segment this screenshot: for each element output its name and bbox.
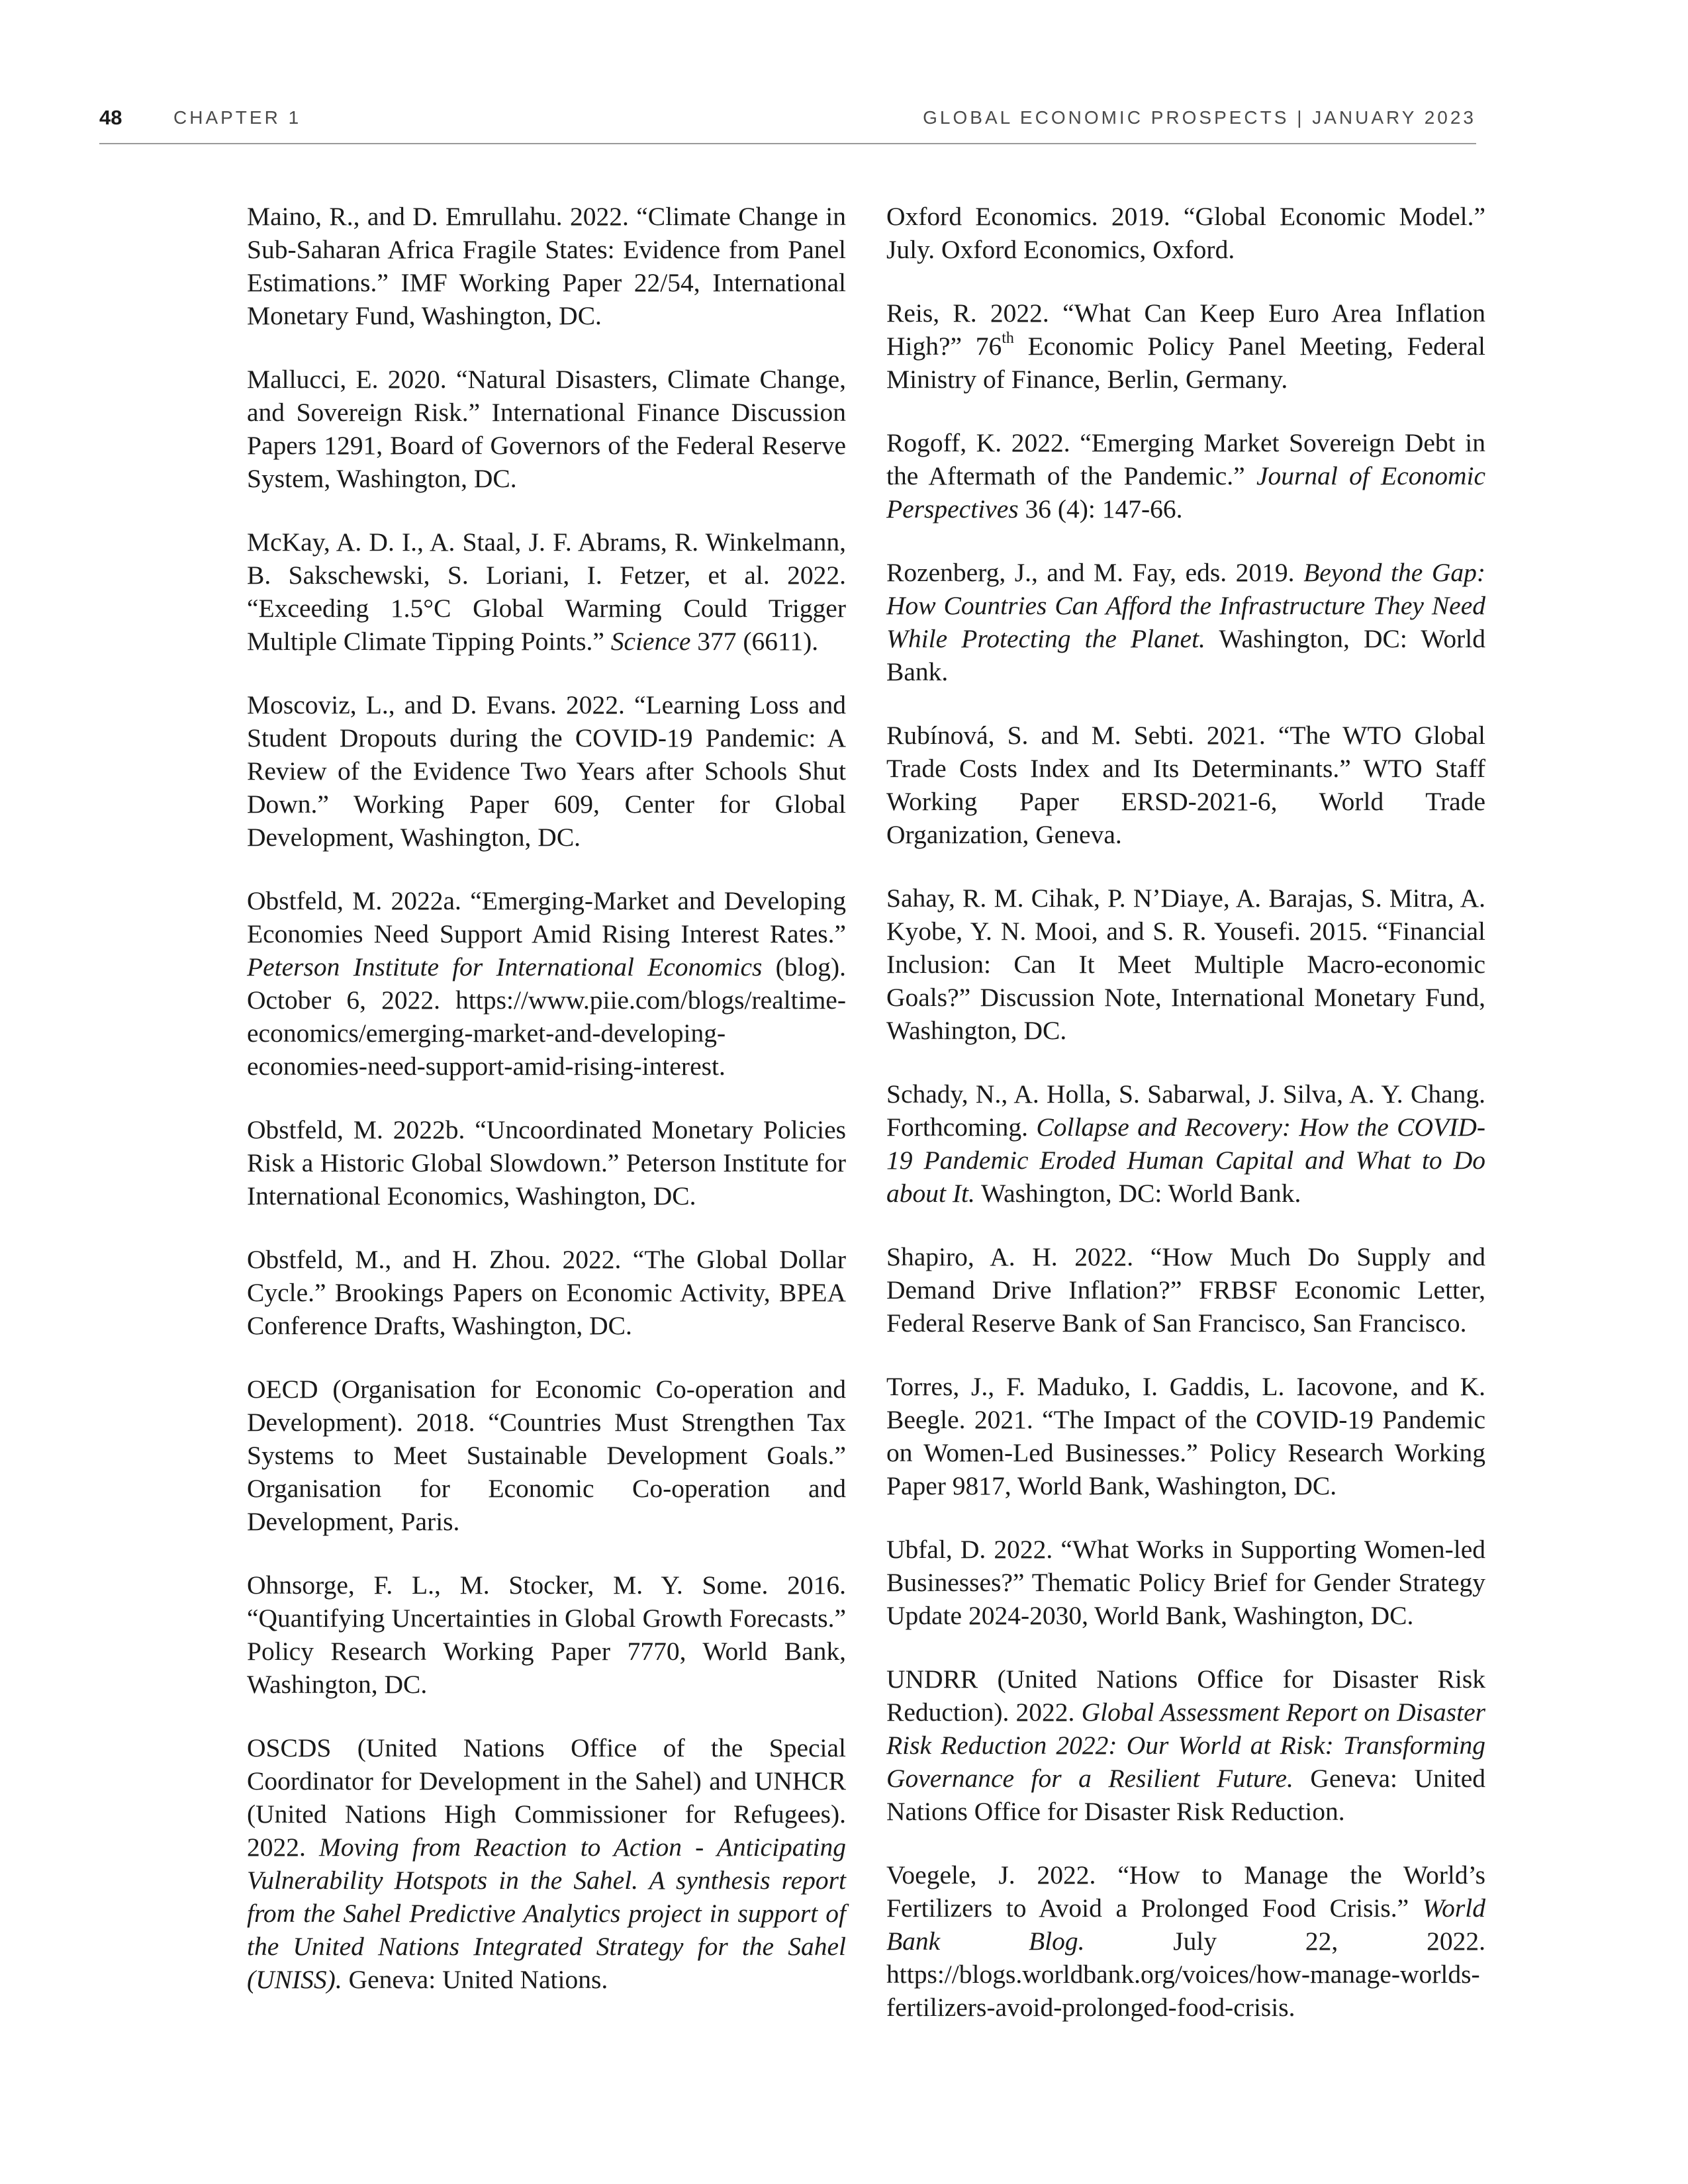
reference-text: Rozenberg, J., and M. Fay, eds. 2019. [886,558,1304,587]
reference-entry [247,1243,846,1342]
reference-text: 36 (4): 147-66. [1018,494,1183,523]
references-right-column [886,200,1485,2054]
reference-text: Economic Policy Panel Meeting, Federal Ministry of Finance, Berlin, Germany. [886,332,1485,394]
reference-text: Maino, R., and D. Emrullahu. 2022. “Climate Change in Sub-Saharan Africa Fragile States: Evidence from Panel Estimations.” IMF Working Paper 22/54, International Monetary Fund, Washington, DC. [247,202,846,330]
reference-text: OECD (Organisation for Economic Co-operation and Development). 2018. “Countries Must Strengthen Tax Systems to Meet Sustainable Development Goals.” Organisation for Economic Co-operation and Development, Paris. [247,1375,846,1536]
reference-text: (blog). October 6, 2022. https://www.piie.com/blogs/realtime-economics/emerging-market-and-developing-economies-need-support-amid-rising-interest. [247,952,846,1081]
reference-entry [247,1113,846,1212]
reference-text: July 22, 2022. https://blogs.worldbank.org/voices/how-manage-worlds-fertilizers-avoid-prolonged-food-crisis. [886,1927,1485,2022]
reference-entry [886,296,1485,396]
reference-entry [886,1240,1485,1340]
reference-text: Geneva: United Nations Office for Disaster Risk Reduction. [886,1764,1486,1826]
reference-text: 377 (6611). [690,627,819,656]
reference-text: Ubfal, D. 2022. “What Works in Supporting Women-led Businesses?” Thematic Policy Brief for Gender Strategy Update 2024-2030, World Bank, Washington, DC. [886,1535,1485,1630]
chapter-label: CHAPTER 1 [173,107,302,128]
reference-entry [247,1373,846,1538]
reference-entry [886,1662,1485,1828]
reference-text: UNDRR (United Nations Office for Disaster Risk Reduction). 2022. [886,1664,1485,1727]
reference-text: Ohnsorge, F. L., M. Stocker, M. Y. Some. 2016. “Quantifying Uncertainties in Global Growth Forecasts.” Policy Research Working Paper 7770, World Bank, Washington, DC. [247,1570,846,1699]
reference-text: Obstfeld, M., and H. Zhou. 2022. “The Global Dollar Cycle.” Brookings Papers on Economic Activity, BPEA Conference Drafts, Washington, DC. [247,1245,846,1340]
reference-text: Schady, N., A. Holla, S. Sabarwal, J. Silva, A. Y. Chang. Forthcoming. [886,1079,1485,1142]
reference-text: Moscoviz, L., and D. Evans. 2022. “Learning Loss and Student Dropouts during the COVID-19 Pandemic: A Review of the Evidence Two Years after Schools Shut Down.” Working Paper 609, Center for Global Development, Washington, DC. [247,690,846,852]
reference-entry [247,884,846,1083]
reference-entry [886,1858,1485,2024]
reference-title-italic: Moving from Reaction to Action - Anticipating Vulnerability Hotspots in the Sahel. A synthesis report from the Sahel Predictive Analytics project in support of the United Nations Integrated Strategy for the Sahel (UNISS). [247,1833,846,1994]
reference-title-italic: Global Assessment Report on Disaster Risk Reduction 2022: Our World at Risk: Transforming Governance for a Resilient Future. [886,1698,1486,1793]
page-number: 48 [99,106,122,129]
reference-text: Voegele, J. 2022. “How to Manage the World’s Fertilizers to Avoid a Prolonged Food Crisis.” [886,1860,1485,1923]
reference-entry [886,200,1485,266]
reference-text: Washington, DC: World Bank. [886,624,1485,686]
reference-text: Obstfeld, M. 2022b. “Uncoordinated Monetary Policies Risk a Historic Global Slowdown.” Peterson Institute for International Economics, Washington, DC. [247,1115,846,1210]
page-header [99,106,1476,144]
reference-text: Torres, J., F. Maduko, I. Gaddis, L. Iacovone, and K. Beegle. 2021. “The Impact of the COVID-19 Pandemic on Women-Led Businesses.” Policy Research Working Paper 9817, World Bank, Washington, DC. [886,1372,1485,1500]
reference-entry [247,688,846,854]
reference-entry [886,719,1485,851]
references-left-column [247,200,846,2026]
reference-text: OSCDS (United Nations Office of the Special Coordinator for Development in the Sahel) and UNHCR (United Nations High Commissioner for Refugees). 2022. [247,1733,846,1862]
reference-entry [886,1370,1485,1502]
reference-title-italic: Science [610,627,691,656]
reference-entry [247,1731,846,1996]
reference-text: Geneva: United Nations. [342,1965,608,1994]
reference-text: Reis, R. 2022. “What Can Keep Euro Area Inflation High?” 76 [886,298,1485,361]
reference-entry [247,363,846,495]
reference-entry [886,1077,1485,1210]
reference-title-italic: Peterson Institute for International Economics [247,952,763,981]
reference-title-italic: Collapse and Recovery: How the COVID-19 Pandemic Eroded Human Capital and What to Do about It. [886,1113,1485,1208]
reference-entry [886,426,1485,525]
reference-text: Washington, DC: World Bank. [974,1179,1301,1208]
reference-entry [247,200,846,332]
reference-text: McKay, A. D. I., A. Staal, J. F. Abrams, R. Winkelmann, B. Sakschewski, S. Loriani, I. Fetzer, et al. 2022. “Exceeding 1.5°C Global Warming Could Trigger Multiple Climate Tipping Points.” [247,527,846,656]
reference-entry [247,1569,846,1701]
reference-superscript: th [1002,329,1014,347]
reference-entry [886,882,1485,1047]
reference-entry [247,525,846,658]
reference-text: Mallucci, E. 2020. “Natural Disasters, Climate Change, and Sovereign Risk.” International Finance Discussion Papers 1291, Board of Governors of the Federal Reserve System, Washington, DC. [247,365,846,493]
reference-entry [886,1533,1485,1632]
publication-title: GLOBAL ECONOMIC PROSPECTS | JANUARY 2023 [923,107,1476,128]
reference-text: Obstfeld, M. 2022a. “Emerging-Market and Developing Economies Need Support Amid Rising Interest Rates.” [247,886,846,948]
reference-text: Rogoff, K. 2022. “Emerging Market Sovereign Debt in the Aftermath of the Pandemic.” [886,428,1485,490]
reference-title-italic: Journal of Economic Perspectives [886,461,1486,523]
reference-title-italic: World Bank Blog. [886,1893,1485,1956]
reference-text: Shapiro, A. H. 2022. “How Much Do Supply and Demand Drive Inflation?” FRBSF Economic Letter, Federal Reserve Bank of San Francisco, San Francisco. [886,1242,1485,1338]
reference-entry [886,556,1485,688]
reference-text: Sahay, R. M. Cihak, P. N’Diaye, A. Barajas, S. Mitra, A. Kyobe, Y. N. Mooi, and S. R. Yousefi. 2015. “Financial Inclusion: Can It Meet Multiple Macro-economic Goals?” Discussion Note, International Monetary Fund, Washington, DC. [886,884,1485,1045]
reference-text: Oxford Economics. 2019. “Global Economic Model.” July. Oxford Economics, Oxford. [886,202,1485,264]
reference-text: Rubínová, S. and M. Sebti. 2021. “The WTO Global Trade Costs Index and Its Determinants.” WTO Staff Working Paper ERSD-2021-6, World Trade Organization, Geneva. [886,721,1485,849]
reference-title-italic: Beyond the Gap: How Countries Can Afford the Infrastructure They Need While Protecting the Planet. [886,558,1485,653]
